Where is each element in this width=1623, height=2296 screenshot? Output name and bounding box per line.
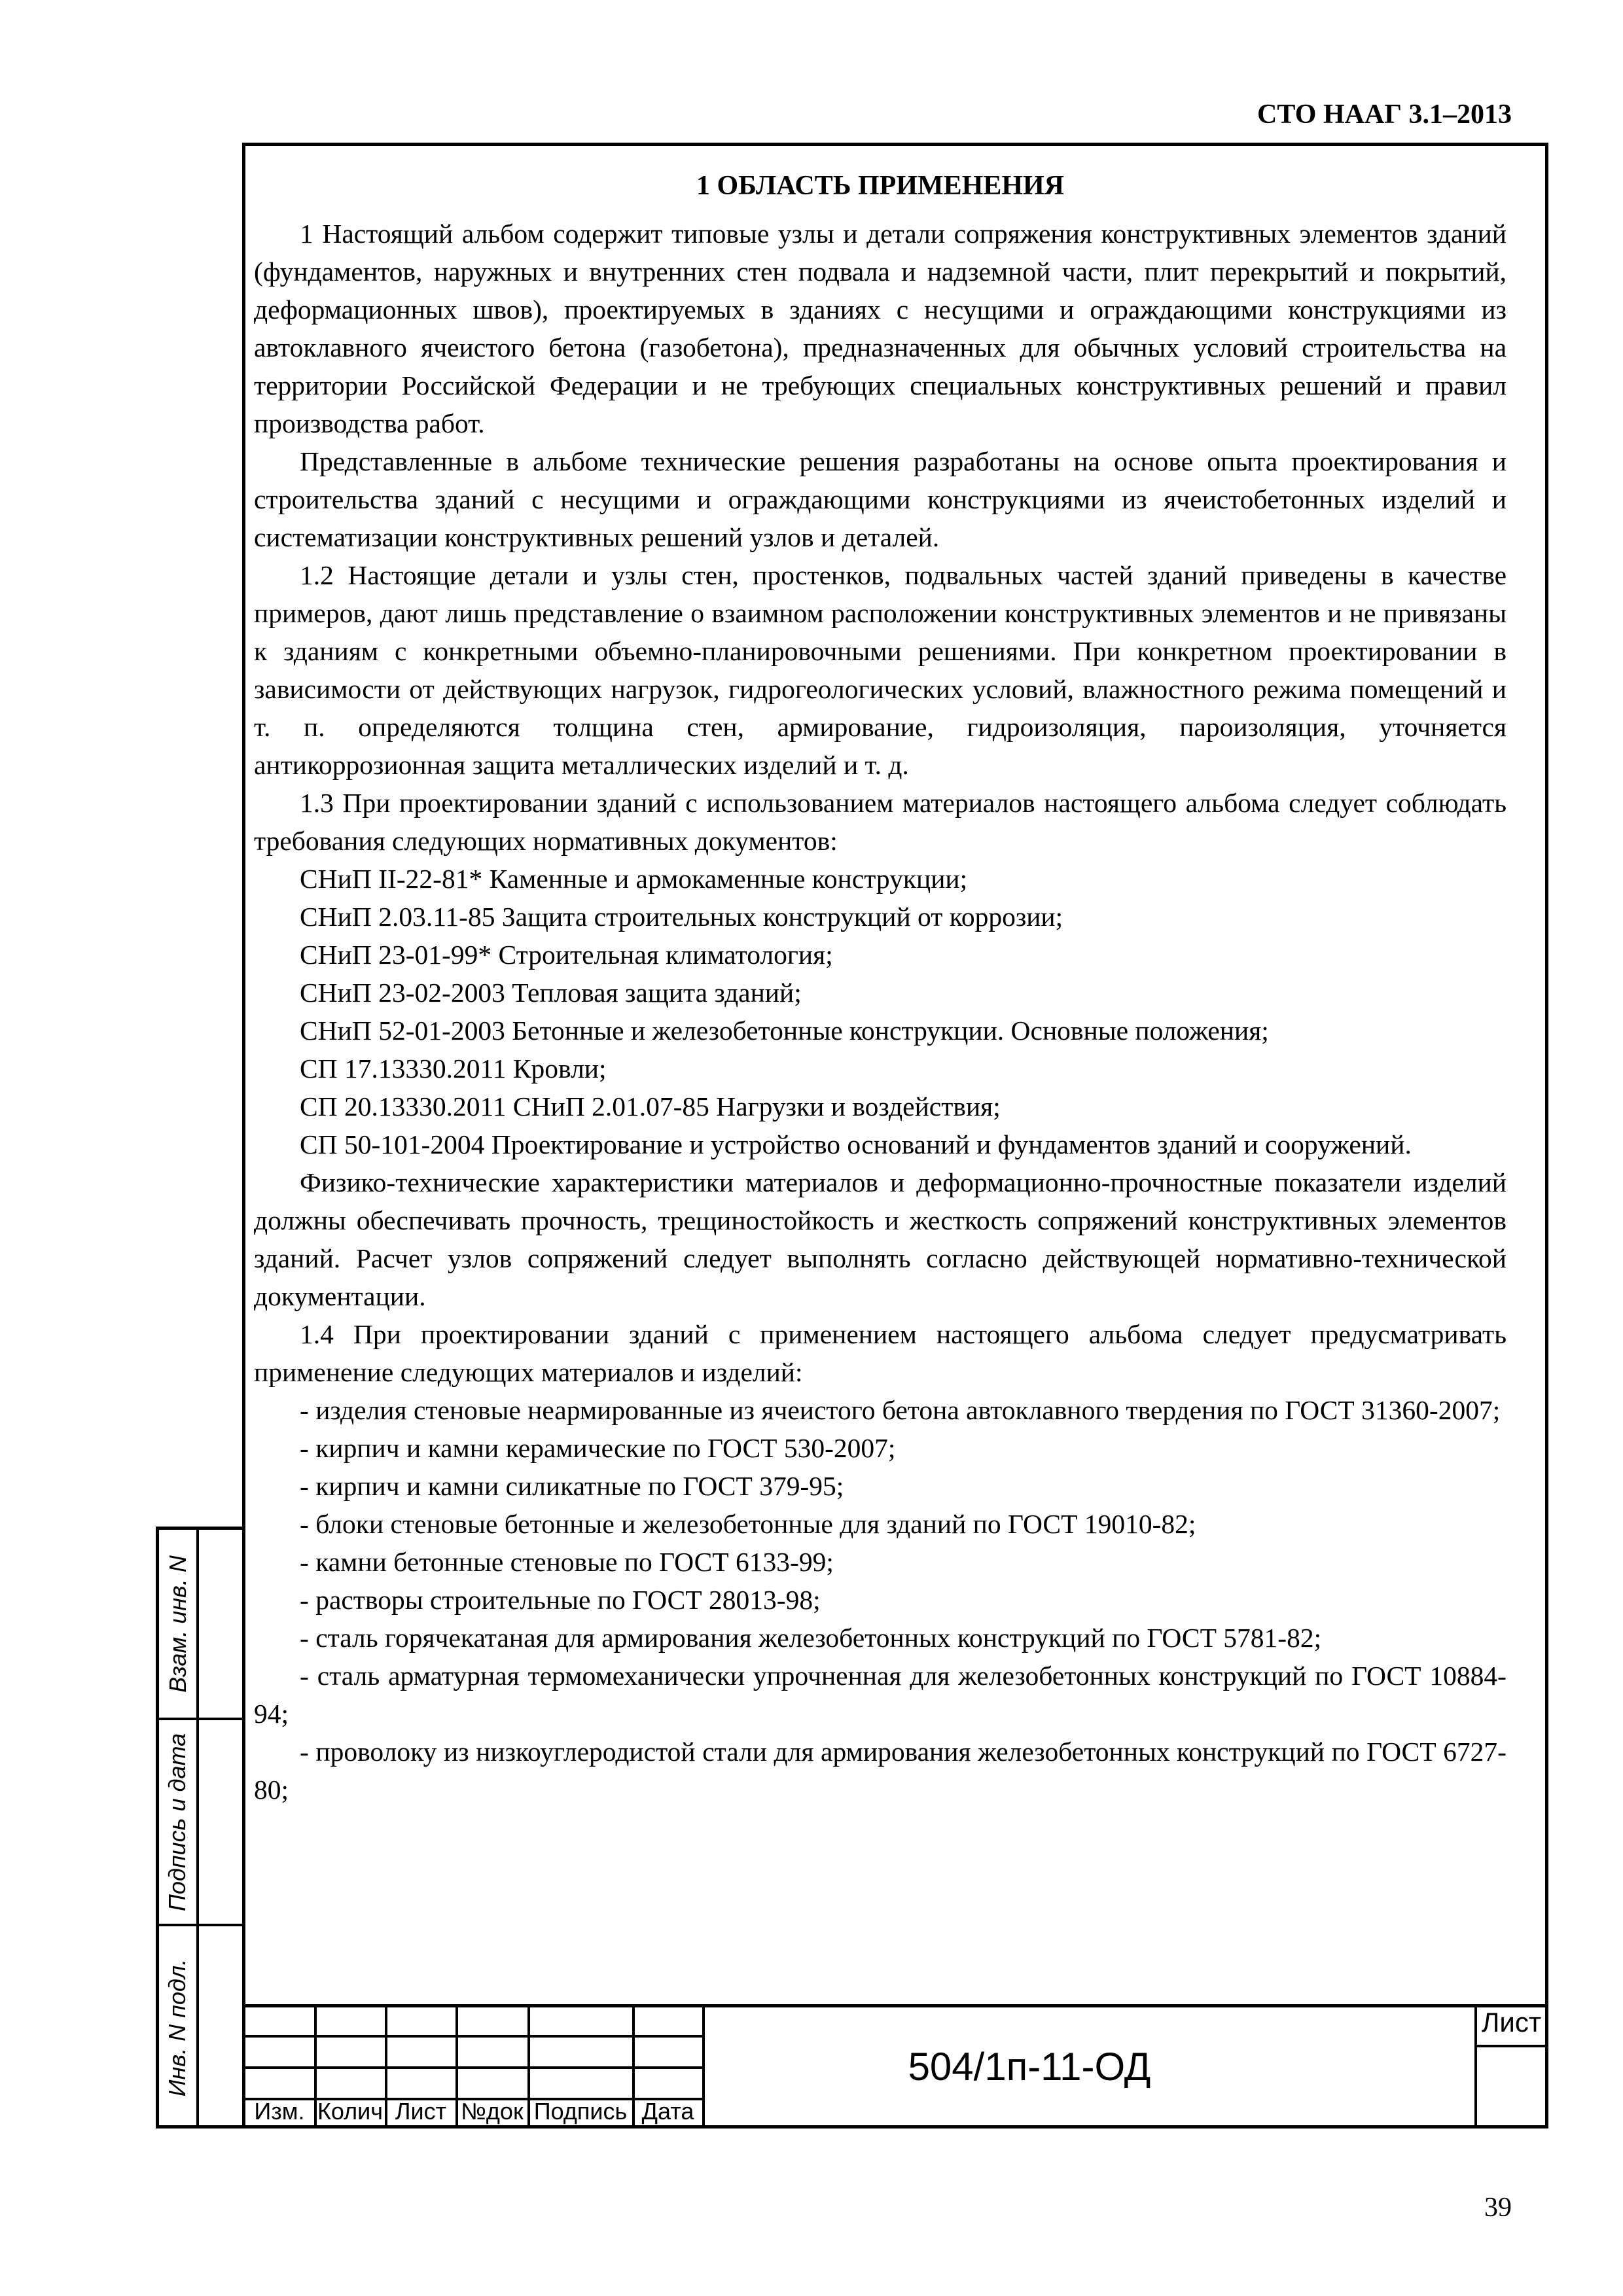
material-list-item: - сталь горячекатаная для армирования железобетонных конструкций по ГОСТ 5781-82; (300, 1623, 1322, 1653)
paragraph-scope-intro: 1 Настоящий альбом содержит типовые узлы и детали сопряжения конструктивных элементов зданий (фундаментов, наружных и внутренних стен подвала и надземной части, плит перекрытий и покрытий, деформационных швов), проектируемых в зданиях с несущими и ограждающими конструкциями из автоклавного ячеистого бетона (газобетона), предназначенных для обычных условий строительства на территории Российской Федерации и не требующих специальных конструктивных решений и правил производства работ. (254, 219, 1507, 438)
title-block-header-doc-no: №док (461, 2098, 524, 2125)
norm-doc-item: СНиП 52-01-2003 Бетонные и железобетонные конструкции. Основные положения; (300, 1016, 1269, 1046)
strip-cell-replacement-inv: Взам. инв. N (164, 1555, 191, 1693)
title-block-header-quantity: Колич (317, 2098, 383, 2125)
title-block-header-signature: Подпись (533, 2098, 628, 2125)
title-block-header-change: Изм. (254, 2098, 305, 2125)
title-block-row-line (242, 2066, 702, 2069)
material-list-item: - кирпич и камни силикатные по ГОСТ 379-95; (300, 1471, 844, 1501)
material-list-item: - сталь арматурная термомеханически упрочненная для железобетонных конструкций по ГОСТ 10884-94; (254, 1661, 1507, 1729)
section-content (254, 165, 1507, 1990)
standard-code-header: СТО НААГ 3.1–2013 (1257, 99, 1512, 130)
section-title: 1 ОБЛАСТЬ ПРИМЕНЕНИЯ (696, 171, 1065, 201)
norm-doc-item: СНиП II-22-81* Каменные и армокаменные конструкции; (300, 864, 968, 894)
paragraph-solutions-basis: Представленные в альбоме технические решения разработаны на основе опыта проектирования и строительства зданий с несущими и ограждающими конструкциями из ячеистобетонных изделий и систематизации конструктивных решений узлов и деталей. (254, 446, 1507, 552)
binding-strip (156, 1527, 242, 2128)
paragraph-1-3: 1.3 При проектировании зданий с использованием материалов настоящего альбома следует соблюдать требования следующих нормативных документов: (254, 788, 1507, 856)
norm-doc-item: СНиП 2.03.11-85 Защита строительных конструкций от коррозии; (300, 902, 1063, 932)
material-list-item: - блоки стеновые бетонные и железобетонные для зданий по ГОСТ 19010-82; (300, 1509, 1196, 1539)
title-block (242, 2004, 1548, 2128)
material-list-item: - кирпич и камни керамические по ГОСТ 530-2007; (300, 1433, 896, 1463)
paragraph-1-2: 1.2 Настоящие детали и узлы стен, простенков, подвальных частей зданий приведены в качестве примеров, дают лишь представление о взаимном расположении конструктивных элементов и не привязаны к зданиям с конкретными объемно-планировочными решениями. При конкретном проектировании в зависимости от действующих нагрузок, гидрогеологических условий, влажностного режима помещений и т. п. определяются толщина стен, армирование, гидроизоляция, пароизоляция, уточняется антикоррозионная защита металлических изделий и т. д. (254, 560, 1507, 780)
paragraph-characteristics: Физико-технические характеристики материалов и деформационно-прочностные показатели изделий должны обеспечивать прочность, трещиностойкость и жесткость сопряжений конструктивных элементов зданий. Расчет узлов сопряжений следует выполнять согласно действующей нормативно-технической документации. (254, 1167, 1507, 1311)
norm-doc-item: СНиП 23-02-2003 Тепловая защита зданий; (300, 978, 802, 1008)
document-code: 504/1п-11-ОД (908, 2044, 1151, 2089)
sheet-label: Лист (1481, 2007, 1542, 2038)
page-number: 39 (1484, 2193, 1512, 2223)
norm-doc-item: СП 17.13330.2011 Кровли; (300, 1053, 607, 1084)
norm-doc-item: СП 20.13330.2011 СНиП 2.01.07-85 Нагрузки и воздействия; (300, 1091, 1001, 1122)
sheet-cell-divider (1474, 2045, 1548, 2047)
title-block-row-line (242, 2035, 702, 2038)
paragraph-1-4: 1.4 При проектировании зданий с применением настоящего альбома следует предусматривать применение следующих материалов и изделий: (254, 1319, 1507, 1387)
material-list-item: - растворы строительные по ГОСТ 28013-98; (300, 1585, 821, 1615)
material-list-item: - проволоку из низкоуглеродистой стали для армирования железобетонных конструкций по ГОСТ 6727-80; (254, 1737, 1507, 1805)
norm-doc-item: СП 50-101-2004 Проектирование и устройство оснований и фундаментов зданий и сооружений. (300, 1129, 1412, 1159)
norm-doc-item: СНиП 23-01-99* Строительная климатология; (300, 940, 833, 970)
title-block-header-sheet: Лист (395, 2098, 447, 2125)
strip-cell-original-inv: Инв. N подл. (164, 1958, 191, 2096)
material-list-item: - изделия стеновые неармированные из ячеистого бетона автоклавного твердения по ГОСТ 31360-2007; (300, 1395, 1501, 1425)
strip-column-divider (196, 1530, 199, 2125)
material-list-item: - камни бетонные стеновые по ГОСТ 6133-99; (300, 1547, 834, 1577)
title-block-header-date: Дата (641, 2098, 694, 2125)
strip-cell-signature-date: Подпись и дата (164, 1733, 191, 1911)
